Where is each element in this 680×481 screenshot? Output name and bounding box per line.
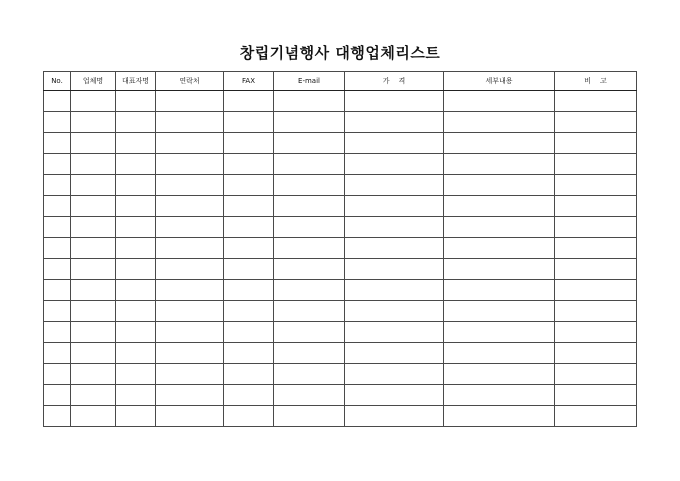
- cell-no[interactable]: [44, 343, 71, 364]
- table-row: [44, 91, 637, 112]
- cell-remarks[interactable]: [555, 133, 637, 154]
- cell-price[interactable]: [345, 196, 444, 217]
- cell-representative[interactable]: [116, 322, 156, 343]
- vendor-list-table: [43, 71, 637, 427]
- document-title: 창립기념행사 대행업체리스트: [239, 44, 441, 62]
- cell-no[interactable]: [44, 238, 71, 259]
- cell-price[interactable]: [345, 259, 444, 280]
- cell-fax[interactable]: [224, 154, 274, 175]
- cell-price[interactable]: [345, 112, 444, 133]
- cell-representative[interactable]: [116, 217, 156, 238]
- cell-details[interactable]: [444, 301, 555, 322]
- cell-representative[interactable]: [116, 385, 156, 406]
- table-row: [44, 238, 637, 259]
- cell-representative[interactable]: [116, 259, 156, 280]
- cell-price[interactable]: [345, 280, 444, 301]
- cell-contact[interactable]: [156, 175, 224, 196]
- cell-company-name[interactable]: [71, 154, 116, 175]
- cell-price[interactable]: [345, 406, 444, 427]
- cell-contact[interactable]: [156, 112, 224, 133]
- cell-fax[interactable]: [224, 280, 274, 301]
- cell-no[interactable]: [44, 406, 71, 427]
- cell-no[interactable]: [44, 364, 71, 385]
- table-row: [44, 406, 637, 427]
- cell-price[interactable]: [345, 364, 444, 385]
- cell-contact[interactable]: [156, 322, 224, 343]
- header-price: 가 격: [345, 72, 444, 91]
- cell-company-name[interactable]: [71, 406, 116, 427]
- cell-details[interactable]: [444, 322, 555, 343]
- cell-price[interactable]: [345, 217, 444, 238]
- cell-contact[interactable]: [156, 196, 224, 217]
- cell-fax[interactable]: [224, 217, 274, 238]
- cell-details[interactable]: [444, 217, 555, 238]
- cell-email[interactable]: [274, 343, 345, 364]
- table-row: [44, 196, 637, 217]
- cell-details[interactable]: [444, 280, 555, 301]
- cell-company-name[interactable]: [71, 385, 116, 406]
- table-row: [44, 133, 637, 154]
- cell-price[interactable]: [345, 343, 444, 364]
- table-row: [44, 343, 637, 364]
- cell-contact[interactable]: [156, 133, 224, 154]
- cell-email[interactable]: [274, 133, 345, 154]
- cell-fax[interactable]: [224, 259, 274, 280]
- cell-price[interactable]: [345, 91, 444, 112]
- cell-details[interactable]: [444, 196, 555, 217]
- table-header-row: [44, 72, 637, 91]
- header-email: E-mail: [274, 72, 345, 91]
- cell-representative[interactable]: [116, 196, 156, 217]
- cell-price[interactable]: [345, 133, 444, 154]
- cell-fax[interactable]: [224, 175, 274, 196]
- cell-details[interactable]: [444, 364, 555, 385]
- cell-no[interactable]: [44, 301, 71, 322]
- cell-remarks[interactable]: [555, 280, 637, 301]
- cell-no[interactable]: [44, 133, 71, 154]
- cell-email[interactable]: [274, 217, 345, 238]
- cell-contact[interactable]: [156, 364, 224, 385]
- cell-company-name[interactable]: [71, 364, 116, 385]
- cell-no[interactable]: [44, 217, 71, 238]
- header-remarks: 비 고: [555, 72, 637, 91]
- cell-company-name[interactable]: [71, 301, 116, 322]
- cell-representative[interactable]: [116, 112, 156, 133]
- cell-fax[interactable]: [224, 133, 274, 154]
- cell-company-name[interactable]: [71, 280, 116, 301]
- cell-details[interactable]: [444, 175, 555, 196]
- cell-remarks[interactable]: [555, 301, 637, 322]
- cell-no[interactable]: [44, 385, 71, 406]
- cell-email[interactable]: [274, 406, 345, 427]
- cell-remarks[interactable]: [555, 322, 637, 343]
- cell-remarks[interactable]: [555, 112, 637, 133]
- cell-remarks[interactable]: [555, 406, 637, 427]
- cell-email[interactable]: [274, 301, 345, 322]
- table-row: [44, 175, 637, 196]
- cell-fax[interactable]: [224, 364, 274, 385]
- cell-representative[interactable]: [116, 238, 156, 259]
- cell-no[interactable]: [44, 175, 71, 196]
- cell-email[interactable]: [274, 280, 345, 301]
- cell-price[interactable]: [345, 238, 444, 259]
- cell-contact[interactable]: [156, 406, 224, 427]
- header-details: 세부내용: [444, 72, 555, 91]
- cell-remarks[interactable]: [555, 364, 637, 385]
- cell-company-name[interactable]: [71, 217, 116, 238]
- cell-price[interactable]: [345, 175, 444, 196]
- cell-email[interactable]: [274, 364, 345, 385]
- cell-contact[interactable]: [156, 217, 224, 238]
- cell-company-name[interactable]: [71, 322, 116, 343]
- cell-price[interactable]: [345, 322, 444, 343]
- cell-fax[interactable]: [224, 238, 274, 259]
- table-row: [44, 154, 637, 175]
- cell-company-name[interactable]: [71, 238, 116, 259]
- cell-no[interactable]: [44, 280, 71, 301]
- cell-email[interactable]: [274, 196, 345, 217]
- cell-contact[interactable]: [156, 280, 224, 301]
- header-fax: FAX: [224, 72, 274, 91]
- cell-details[interactable]: [444, 385, 555, 406]
- cell-representative[interactable]: [116, 301, 156, 322]
- cell-email[interactable]: [274, 322, 345, 343]
- cell-email[interactable]: [274, 154, 345, 175]
- cell-company-name[interactable]: [71, 175, 116, 196]
- cell-remarks[interactable]: [555, 385, 637, 406]
- cell-fax[interactable]: [224, 343, 274, 364]
- cell-fax[interactable]: [224, 301, 274, 322]
- cell-fax[interactable]: [224, 112, 274, 133]
- cell-company-name[interactable]: [71, 343, 116, 364]
- cell-details[interactable]: [444, 112, 555, 133]
- table-row: [44, 322, 637, 343]
- cell-fax[interactable]: [224, 196, 274, 217]
- cell-remarks[interactable]: [555, 217, 637, 238]
- cell-contact[interactable]: [156, 301, 224, 322]
- cell-remarks[interactable]: [555, 196, 637, 217]
- cell-contact[interactable]: [156, 343, 224, 364]
- table-row: [44, 301, 637, 322]
- cell-contact[interactable]: [156, 91, 224, 112]
- cell-details[interactable]: [444, 91, 555, 112]
- cell-remarks[interactable]: [555, 154, 637, 175]
- cell-company-name[interactable]: [71, 133, 116, 154]
- cell-company-name[interactable]: [71, 259, 116, 280]
- cell-representative[interactable]: [116, 406, 156, 427]
- cell-fax[interactable]: [224, 322, 274, 343]
- cell-representative[interactable]: [116, 280, 156, 301]
- cell-email[interactable]: [274, 259, 345, 280]
- cell-no[interactable]: [44, 112, 71, 133]
- cell-company-name[interactable]: [71, 91, 116, 112]
- cell-contact[interactable]: [156, 238, 224, 259]
- cell-company-name[interactable]: [71, 112, 116, 133]
- cell-contact[interactable]: [156, 154, 224, 175]
- cell-details[interactable]: [444, 238, 555, 259]
- cell-details[interactable]: [444, 343, 555, 364]
- cell-email[interactable]: [274, 175, 345, 196]
- cell-remarks[interactable]: [555, 175, 637, 196]
- table-body: [44, 91, 637, 427]
- cell-details[interactable]: [444, 154, 555, 175]
- table-row: [44, 112, 637, 133]
- table-row: [44, 217, 637, 238]
- header-contact: 연락처: [156, 72, 224, 91]
- cell-price[interactable]: [345, 301, 444, 322]
- table-row: [44, 385, 637, 406]
- cell-fax[interactable]: [224, 385, 274, 406]
- cell-contact[interactable]: [156, 259, 224, 280]
- table-row: [44, 364, 637, 385]
- cell-price[interactable]: [345, 154, 444, 175]
- header-no: No.: [44, 72, 71, 91]
- cell-details[interactable]: [444, 133, 555, 154]
- cell-email[interactable]: [274, 112, 345, 133]
- cell-representative[interactable]: [116, 91, 156, 112]
- cell-remarks[interactable]: [555, 343, 637, 364]
- header-company-name: 업체명: [71, 72, 116, 91]
- header-representative: 대표자명: [116, 72, 156, 91]
- cell-representative[interactable]: [116, 364, 156, 385]
- cell-no[interactable]: [44, 322, 71, 343]
- cell-remarks[interactable]: [555, 259, 637, 280]
- table-row: [44, 280, 637, 301]
- cell-email[interactable]: [274, 385, 345, 406]
- cell-email[interactable]: [274, 238, 345, 259]
- cell-remarks[interactable]: [555, 238, 637, 259]
- cell-remarks[interactable]: [555, 91, 637, 112]
- cell-no[interactable]: [44, 259, 71, 280]
- cell-details[interactable]: [444, 406, 555, 427]
- cell-fax[interactable]: [224, 91, 274, 112]
- cell-contact[interactable]: [156, 385, 224, 406]
- cell-no[interactable]: [44, 196, 71, 217]
- cell-company-name[interactable]: [71, 196, 116, 217]
- cell-price[interactable]: [345, 385, 444, 406]
- cell-no[interactable]: [44, 91, 71, 112]
- cell-email[interactable]: [274, 91, 345, 112]
- cell-details[interactable]: [444, 259, 555, 280]
- table-row: [44, 259, 637, 280]
- cell-representative[interactable]: [116, 133, 156, 154]
- cell-representative[interactable]: [116, 343, 156, 364]
- cell-representative[interactable]: [116, 175, 156, 196]
- cell-representative[interactable]: [116, 154, 156, 175]
- cell-fax[interactable]: [224, 406, 274, 427]
- cell-no[interactable]: [44, 154, 71, 175]
